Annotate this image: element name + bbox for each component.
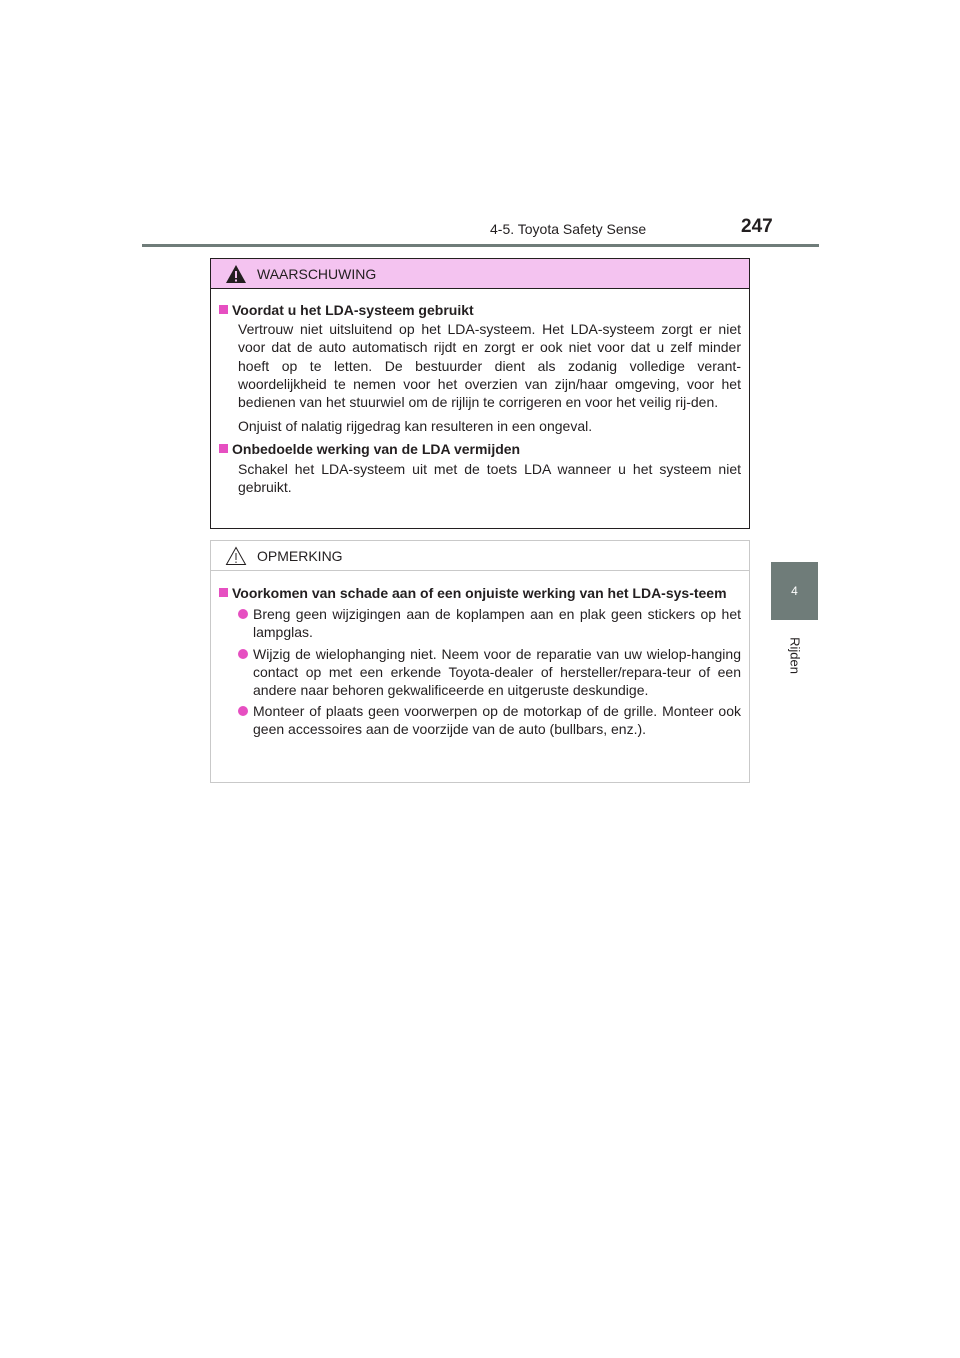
page-number: 247 [741,216,773,237]
warning-body [211,289,749,496]
note-body [211,571,749,739]
round-bullet-icon [238,649,248,659]
chapter-tab [771,562,818,620]
warning-paragraph: Onjuist of nalatig rijgedrag kan resulteren in een ongeval. [238,418,593,435]
chapter-number: 4 [791,584,798,598]
warning-box [210,258,750,529]
square-bullet-icon [219,305,228,314]
section-header: 4-5. Toyota Safety Sense [490,221,647,237]
note-header [211,541,749,571]
warning-title: WAARSCHUWING [257,265,377,282]
note-box [210,540,750,783]
warning-section-heading: Onbedoelde werking van de LDA vermijden [219,440,741,458]
round-bullet-icon [238,609,248,619]
warning-paragraph: Schakel het LDA-systeem uit met de toets LDA wanneer u het systeem niet gebruikt. [238,460,741,495]
warning-header [211,259,749,289]
caution-triangle-icon [225,546,247,566]
chapter-label: Rijden [787,637,803,674]
warning-triangle-icon [225,264,247,284]
warning-paragraph: Vertrouw niet uitsluitend op het LDA-systeem. Het LDA-systeem zorgt er niet voor dat de auto automatisch rijdt en zorgt er ook niet voor dat u zelf minder hoeft op te letten. De bestuurder dient als zodanig volledige verant-woordelijkheid te nemen voor het overzien van zijn/haar omgeving, voor het bedienen van het stuurwiel om de rijlijn te corrigeren en voor het veilig rij-den. [238,321,741,411]
list-item: Monteer of plaats geen voorwerpen op de motorkap of de grille. Monteer ook geen accessoires aan de voorzijde van de auto (bullbars, enz.). [238,702,741,738]
square-bullet-icon [219,444,228,453]
list-item: Wijzig de wielophanging niet. Neem voor de reparatie van uw wielop-hanging contact op met een erkende Toyota-dealer of hersteller/repara-teur of een andere naar behoren gekwalificeerde en uitgeruste deskundige. [238,645,741,700]
warning-section-heading: Voordat u het LDA-systeem gebruikt [219,301,741,319]
note-section-heading: Voorkomen van schade aan of een onjuiste werking van het LDA-sys-teem [219,584,741,602]
header-divider [142,244,819,247]
square-bullet-icon [219,588,228,597]
list-item: Breng geen wijzigingen aan de koplampen aan en plak geen stickers op het lampglas. [238,605,741,641]
note-title: OPMERKING [257,547,343,564]
round-bullet-icon [238,706,248,716]
